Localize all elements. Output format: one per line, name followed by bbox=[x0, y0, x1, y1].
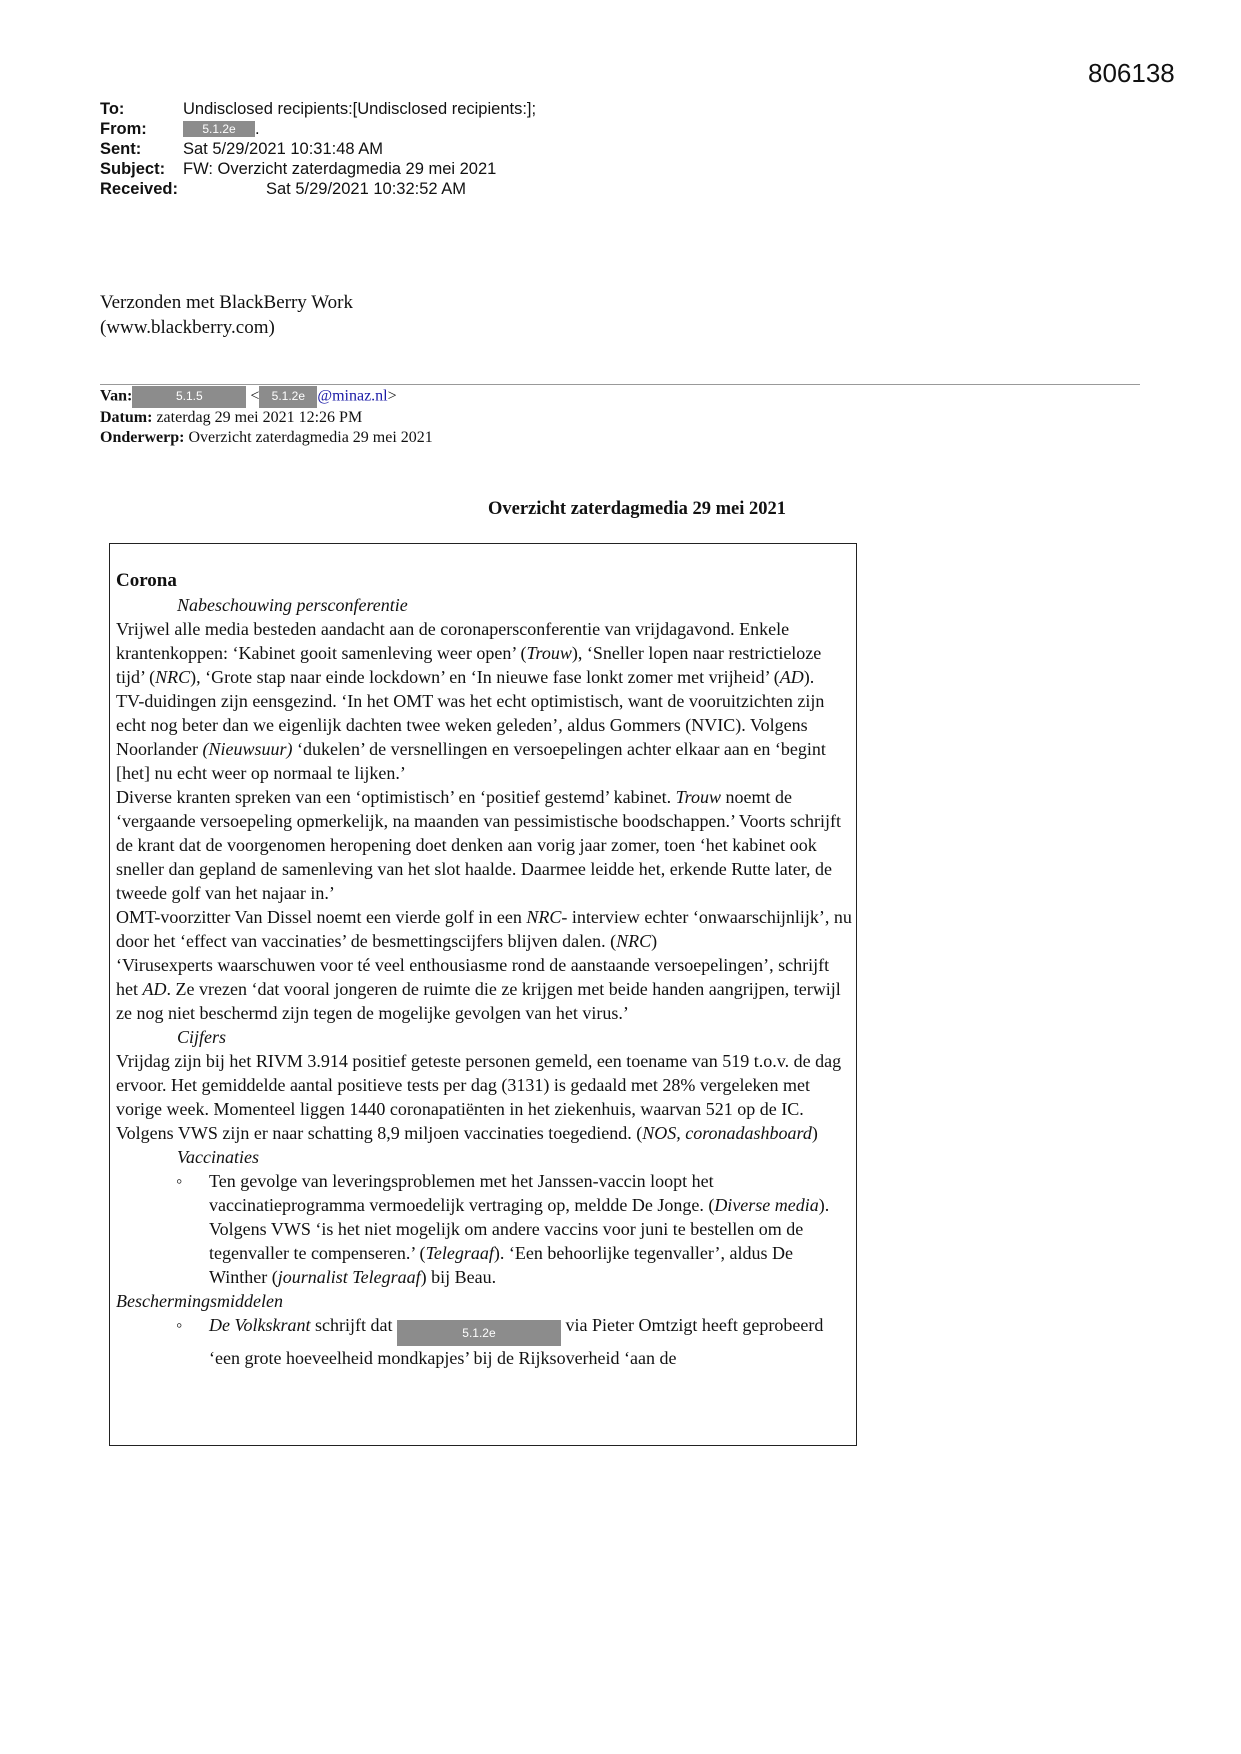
text: schrijft dat bbox=[310, 1315, 397, 1335]
text: ) bbox=[651, 931, 658, 951]
to-value: Undisclosed recipients:[Undisclosed recipients:]; bbox=[183, 100, 537, 118]
source: Diverse media bbox=[714, 1195, 819, 1215]
source: (Nieuwsuur) bbox=[202, 739, 293, 759]
datum-value: zaterdag 29 mei 2021 12:26 PM bbox=[156, 409, 363, 426]
blackberry-signature bbox=[100, 290, 353, 340]
paragraph-virusexperts bbox=[116, 953, 852, 1025]
van-name-redaction: 5.1.5 bbox=[132, 386, 246, 408]
from-row bbox=[100, 119, 536, 139]
source: Telegraaf bbox=[425, 1243, 494, 1263]
inline-redaction: 5.1.2e bbox=[397, 1320, 561, 1346]
van-lt: < bbox=[250, 387, 260, 405]
bullet-icon: ◦ bbox=[176, 1171, 183, 1191]
van-email-redaction: 5.1.2e bbox=[259, 386, 317, 408]
paragraph-krantenkoppen bbox=[116, 617, 852, 689]
list-item bbox=[116, 1313, 852, 1370]
text: . Ze vrezen ‘dat vooral jongeren de ruimte die ze krijgen met beide handen aangrijpen, terwijl ze nog niet beschermd zijn tegen de mogelijke gevolgen van het virus.’ bbox=[116, 979, 841, 1023]
text: TV-duidingen zijn eensgezind. ‘In het OMT was het echt optimistisch, want de vooruitzichten zijn echt nog beter dan we eigenlijk dachten twee weken geleden’, aldus Gommers (NVIC). Volgens Noorlander bbox=[116, 691, 825, 759]
paragraph-van-dissel bbox=[116, 905, 852, 953]
text: ) bij Beau. bbox=[420, 1267, 497, 1287]
list-item bbox=[116, 1169, 852, 1289]
text: ), ‘Sneller lopen naar restrictieloze tijd’ ( bbox=[116, 643, 822, 687]
received-label: Received: bbox=[100, 180, 178, 198]
to-row bbox=[100, 99, 536, 119]
content-body bbox=[116, 569, 852, 1370]
source: AD bbox=[779, 667, 804, 687]
onderwerp-row bbox=[100, 428, 433, 448]
text: Vrijwel alle media besteden aandacht aan de coronapersconferentie van vrijdagavond. Enkele krantenkoppen: ‘Kabinet gooit samenleving weer open’ ( bbox=[116, 619, 790, 663]
paragraph-cijfers bbox=[116, 1049, 852, 1145]
onderwerp-value: Overzicht zaterdagmedia 29 mei 2021 bbox=[188, 429, 433, 446]
van-row bbox=[100, 386, 433, 408]
forwarded-header bbox=[100, 386, 433, 448]
section-heading-corona: Corona bbox=[116, 570, 177, 591]
text: - interview echter ‘onwaarschijnlijk’, nu door het ‘effect van vaccinaties’ de besmettingscijfers blijven dalen. ( bbox=[116, 907, 852, 951]
beschermingsmiddelen-list bbox=[116, 1313, 852, 1370]
source: NOS, coronadashboard bbox=[642, 1123, 812, 1143]
subject-row bbox=[100, 159, 536, 179]
document-number: 806138 bbox=[1088, 58, 1175, 88]
signature-line-2: (www.blackberry.com) bbox=[100, 317, 275, 338]
subheading-nabeschouwing: Nabeschouwing persconferentie bbox=[177, 595, 408, 615]
text: ), ‘Grote stap naar einde lockdown’ en ‘In nieuwe fase lonkt zomer met vrijheid’ ( bbox=[190, 667, 780, 687]
bullet-icon: ◦ bbox=[176, 1315, 183, 1335]
subheading-cijfers: Cijfers bbox=[177, 1027, 227, 1047]
text: ). Volgens VWS ‘is het niet mogelijk om andere vaccins voor juni te bestellen om de tegenvaller te compenseren.’ ( bbox=[209, 1195, 830, 1263]
source: Trouw bbox=[675, 787, 722, 807]
signature-line-1: Verzonden met BlackBerry Work bbox=[100, 292, 353, 313]
datum-row bbox=[100, 408, 433, 428]
received-value: Sat 5/29/2021 10:32:52 AM bbox=[266, 180, 466, 198]
text: ‘Virusexperts waarschuwen voor té veel enthousiasme rond de aanstaande versoepelingen’, schrijft het bbox=[116, 955, 830, 999]
paragraph-tv-duidingen bbox=[116, 689, 852, 785]
text: OMT-voorzitter Van Dissel noemt een vierde golf in een bbox=[116, 907, 527, 927]
source: NRC bbox=[155, 667, 191, 687]
text: ‘dukelen’ de versnellingen en versoepelingen achter elkaar aan en ‘begint [het] nu echt weer op normaal te lijken.’ bbox=[116, 739, 826, 783]
document-title: Overzicht zaterdagmedia 29 mei 2021 bbox=[488, 499, 786, 519]
text: Vrijdag zijn bij het RIVM 3.914 positief geteste personen gemeld, een toename van 519 t.o.v. de dag ervoor. Het gemiddelde aantal positieve tests per dag (3131) is gedaald met 28% vergeleken met vorige week. Momenteel liggen 1440 coronapatiënten in het ziekenhuis, waarvan 521 op de IC. Volgens VWS zijn er naar schatting 8,9 miljoen vaccinaties toegediend. ( bbox=[116, 1051, 842, 1143]
text: ). ‘Een behoorlijke tegenvaller’, aldus De Winther ( bbox=[209, 1243, 793, 1287]
sent-row bbox=[100, 139, 536, 159]
text: ) bbox=[811, 1123, 818, 1143]
sent-value: Sat 5/29/2021 10:31:48 AM bbox=[183, 140, 383, 158]
text: ). bbox=[803, 667, 815, 687]
source: Trouw bbox=[526, 643, 572, 663]
email-header bbox=[100, 99, 536, 199]
subject-label: Subject: bbox=[100, 160, 166, 178]
vaccinaties-list bbox=[116, 1169, 852, 1289]
source: AD bbox=[142, 979, 167, 999]
subject-value: FW: Overzicht zaterdagmedia 29 mei 2021 bbox=[183, 160, 497, 178]
van-email-domain[interactable]: @minaz.nl bbox=[317, 387, 388, 405]
subheading-vaccinaties: Vaccinaties bbox=[177, 1147, 259, 1167]
source: NRC bbox=[616, 931, 652, 951]
to-label: To: bbox=[100, 100, 125, 118]
source: journalist Telegraaf bbox=[277, 1267, 421, 1287]
content-box bbox=[109, 543, 857, 1446]
source: NRC bbox=[526, 907, 562, 927]
from-redaction: 5.1.2e bbox=[183, 121, 255, 137]
onderwerp-label: Onderwerp: bbox=[100, 429, 185, 446]
separator-line bbox=[100, 384, 1140, 385]
text: via Pieter Omtzigt heeft geprobeerd ‘een grote hoeveelheid mondkapjes’ bij de Rijksoverheid ‘aan de bbox=[209, 1315, 824, 1368]
received-row bbox=[100, 179, 536, 199]
van-gt: > bbox=[387, 387, 397, 405]
sent-label: Sent: bbox=[100, 140, 142, 158]
from-suffix: . bbox=[255, 120, 260, 138]
van-label: Van: bbox=[100, 387, 133, 405]
text: Diverse kranten spreken van een ‘optimistisch’ en ‘positief gestemd’ kabinet. bbox=[116, 787, 676, 807]
text: noemt de ‘vergaande versoepeling opmerkelijk, na maanden van pessimistische boodschappen.’ Voorts schrijft de krant dat de voorgenomen heropening doet denken aan vorig jaar zomer, toen ‘het kabinet ook sneller dan gepland de samenleving van het slot haalde. Daarmee leidde het, erkende Rutte later, de tweede golf van het najaar in.’ bbox=[116, 787, 841, 903]
from-label: From: bbox=[100, 120, 147, 138]
source: De Volkskrant bbox=[209, 1315, 311, 1335]
datum-label: Datum: bbox=[100, 409, 153, 426]
subheading-beschermingsmiddelen: Beschermingsmiddelen bbox=[116, 1291, 283, 1311]
text: Ten gevolge van leveringsproblemen met het Janssen-vaccin loopt het vaccinatieprogramma vermoedelijk vertraging op, meldde De Jonge. ( bbox=[209, 1171, 715, 1215]
paragraph-kranten bbox=[116, 785, 852, 905]
